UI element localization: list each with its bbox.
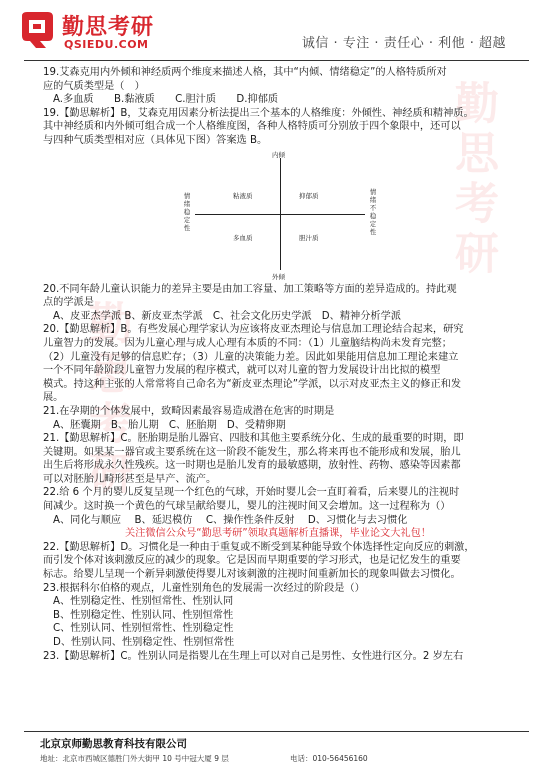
promo-banner-text: 关注微信公众号“勤思考研”领取真题解析直播课，毕业论文大礼包！ [125,528,431,540]
question-20-stem-cont: 点的学派是 [43,297,94,309]
question-19-stem-cont: 应的气质类型是（ ） [43,80,145,92]
answer-20-line: 一个不同年龄阶段儿童智力发展的程序模式，就可以对儿童的智力发展设计出比拟的模型 [43,365,441,377]
brand-logo-icon [18,10,56,50]
brand-logo [18,8,188,58]
answer-20-line: （2）儿童没有足够的信息贮存；（3）儿童的决策能力差。因此如果能用信息加工理论来建立 [43,351,459,363]
logo-english-text: QSIEDU.COM [64,38,149,51]
answer-23-line: 23.【勤思解析】C。性别认同是指婴儿在生理上可以对自己是男性、女性进行区分。2 岁左右 [43,650,464,662]
answer-20-line: 展。 [43,392,64,404]
answer-19-line: 与四种气质类型相对应（具体见下图）答案选 B。 [43,134,268,146]
question-20-stem: 20.不同年龄儿童认识能力的差异主要是由加工容量、加工策略等方面的差异造成的。持此观 [43,283,457,295]
question-22-stem: 22.给 6 个月的婴儿反复呈现一个红色的气球，开始时婴儿会一直盯着看，后来婴儿的注视时 [43,487,460,499]
figure-quadrant-melancholic: 抑郁质 [299,191,319,200]
figure-label-bottom: 外倾 [272,272,285,281]
answer-19-line: 其中神经质和内外倾可组合成一个人格维度图，各种人格特质可分别放于四个象限中，还可以 [43,121,461,133]
question-20-options: A、皮亚杰学派 B、新皮亚杰学派 C、社会文化历史学派 D、精神分析学派 [53,310,401,322]
question-19-options: A.多血质 B.黏液质 C.胆汁质 D.抑郁质 [53,94,279,106]
question-23-option-c: C、性别认同、性别恒常性、性别稳定性 [53,623,234,635]
footer-company-name: 北京京师勤思教育科技有限公司 [40,738,187,750]
figure-label-left: 情绪稳定性 [183,191,191,232]
answer-20-line: 20.【勤思解析】B。有些发展心理学家认为应该将皮亚杰理论与信息加工理论结合起来，研究 [43,324,464,336]
question-21-options: A、胚囊期 B、胎儿期 C、胚胎期 D、受精卵期 [53,419,286,431]
header-divider [24,60,529,61]
footer-phone: 电话：010-56456160 [290,754,368,763]
question-23-stem: 23.根据科尔伯格的观点，儿童性别角色的发展需一次经过的阶段是（） [43,582,365,594]
footer-divider [24,731,529,732]
footer-address: 地址：北京市西城区德胜门外大街甲 10 号中冠大厦 9 层 [40,754,229,763]
question-21-stem: 21.在孕期的个体发展中，致畸因素最容易造成潜在危害的时期是 [43,405,335,417]
figure-quadrant-choleric: 胆汁质 [299,233,319,242]
answer-22-line: 标志。给婴儿呈现一个新异刺激使得婴儿对该刺激的注视时间重新加长的现象叫做去习惯化。 [43,569,461,581]
figure-vertical-axis [280,158,281,270]
answer-20-line: 儿童智力的发展。因为儿童心理与成人心理有本质的不同：（1）儿童脑结构尚未发育完整； [43,337,452,349]
question-22-options: A、同化与顺应 B、延迟模仿 C、操作性条件反射 D、习惯化与去习惯化 [53,514,408,526]
figure-label-right: 情绪不稳定性 [369,187,377,236]
document-body [43,66,513,663]
figure-quadrant-sanguine: 多血质 [233,233,253,242]
watermark-text-right: 勤思考研 [447,80,498,280]
watermark-text-left: 勤思考研 [81,300,132,500]
answer-21-line: 可以对胚胎儿畸形甚至是早产、流产。 [43,473,217,485]
answer-22-line: 而引发个体对该刺激反应的减少的现象。它是因而早期重要的学习形式，也是记忆发生的重要 [43,555,461,567]
question-22-stem-cont: 间减少。这时换一个黄色的气球呈献给婴儿，婴儿的注视时间又会增加。这一过程称为（） [43,501,451,513]
answer-21-line: 21.【勤思解析】C。胚胎期是胎儿器官、四肢和其他主要系统分化、生成的最重要的时期，即 [43,433,464,445]
question-19-stem: 19.艾森克用内外倾和神经质两个维度来描述人格，其中“内倾、情绪稳定”的人格特质所对 [43,67,447,78]
figure-label-top: 内倾 [272,150,285,159]
answer-19-line: 19.【勤思解析】B，艾森克用因素分析法提出三个基本的人格维度：外倾性、神经质和精神质。 [43,107,474,119]
page-header [0,0,550,62]
figure-quadrant-phlegmatic: 粘液质 [233,191,253,200]
question-23-option-a: A、性别稳定性、性别恒常性、性别认同 [53,596,234,608]
personality-dimension-figure [43,150,513,281]
header-slogan: 诚信 · 专注 · 责任心 · 利他 · 超越 [301,36,506,51]
answer-22-line: 22.【勤思解析】D。习惯化是一种由于重复或不断受到某种能导致个体选择性定向反应的刺激， [43,541,475,553]
question-23-option-d: D、性别认同、性别稳定性、性别恒常性 [53,637,235,648]
answer-21-line: 关键期。如果某一器官或主要系统在这一阶段不能发生，那么将来再也不能形成和发展，胎儿 [43,446,461,458]
answer-20-line: 模式。持这种主张的人常常将自己命名为“新皮亚杰理论”学派，以示对皮亚杰主义的修正和发 [43,378,462,390]
logo-chinese-text: 勤思考研 [62,15,155,40]
answer-21-line: 出生后将形成永久性残疾。这一时期也是胎儿发育的最敏感期，放射性、药物、感染等因素都 [43,460,461,472]
question-23-option-b: B、性别稳定性、性别认同、性别恒常性 [53,609,234,621]
